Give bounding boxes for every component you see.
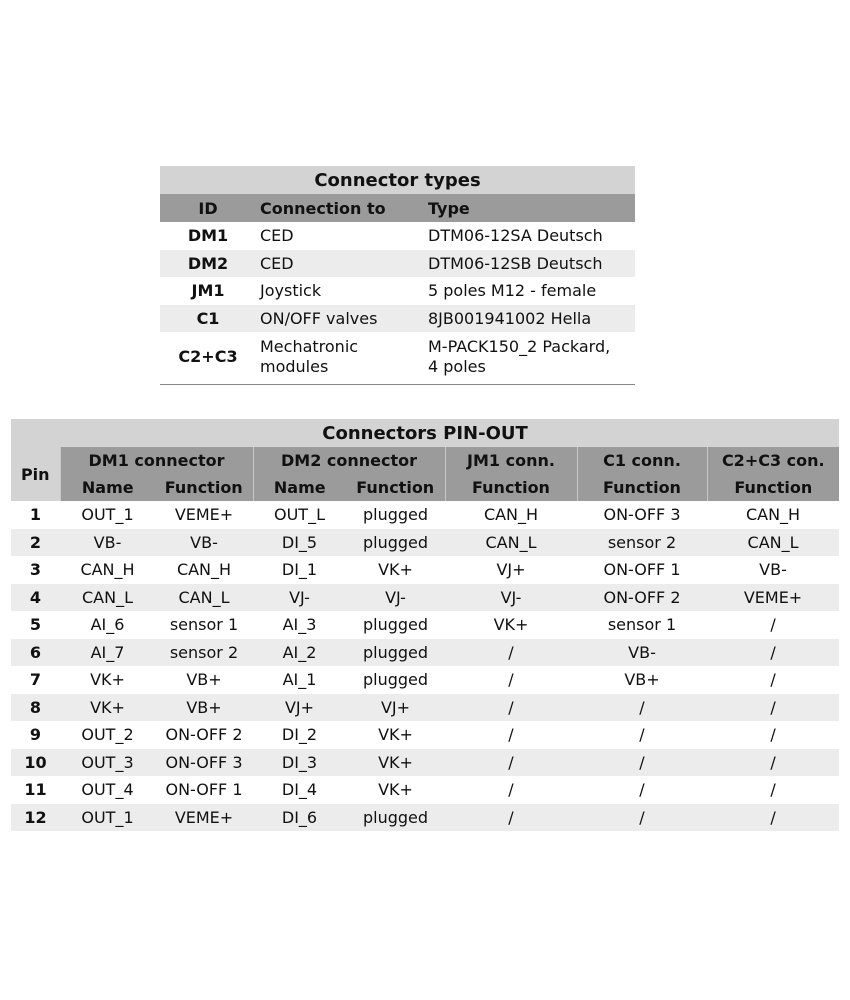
connector-type: DTM06-12SA Deutsch: [428, 226, 603, 246]
table-row: [160, 305, 635, 333]
connector-id: DM2: [160, 250, 256, 278]
c1-function: /: [577, 749, 707, 777]
table-row: [11, 694, 839, 722]
dm2-name: DI_4: [281, 780, 318, 800]
jm1-function: VK+: [493, 615, 529, 635]
c1-function: /: [639, 725, 645, 745]
pin-number: 2: [11, 529, 60, 557]
dm1-name: AI_7: [60, 639, 155, 667]
pinout-title: Connectors PIN-OUT: [11, 419, 839, 447]
pin-number: 11: [24, 780, 47, 800]
jm1-function: /: [508, 725, 514, 745]
c2c3-function: /: [770, 780, 776, 800]
c1-function: VB+: [624, 670, 660, 690]
c1-function: /: [639, 780, 645, 800]
dm1-name: VK+: [90, 670, 125, 690]
header-dm1-function: Function: [155, 474, 253, 501]
dm2-function: plugged: [362, 670, 429, 690]
connection-to-line2: modules: [260, 357, 329, 376]
c2c3-function: /: [707, 749, 839, 777]
c1-function: ON-OFF 3: [603, 505, 681, 525]
connector-id: DM1: [187, 226, 229, 246]
dm1-function: VB+: [186, 670, 222, 690]
dm2-function: VK+: [378, 560, 413, 580]
dm2-function: VK+: [346, 749, 445, 777]
pin-number: 5: [29, 615, 42, 635]
dm1-name: VK+: [60, 694, 155, 722]
table-title-row: [160, 166, 635, 194]
jm1-function: /: [445, 639, 577, 667]
dm1-name: OUT_2: [81, 725, 134, 745]
connection-to: CED: [260, 226, 294, 246]
table-row: [11, 639, 839, 667]
c1-function: sensor 1: [607, 615, 677, 635]
dm1-name: OUT_3: [60, 749, 155, 777]
jm1-function: /: [508, 780, 514, 800]
header-dm2-connector: DM2 connector: [253, 447, 445, 474]
dm2-name: DI_5: [253, 529, 346, 557]
dm1-name: OUT_1: [81, 505, 134, 525]
header-jm1-conn: JM1 conn.: [445, 447, 577, 474]
connector-type: DTM06-12SB Deutsch: [426, 250, 635, 278]
header-c2c3-function: Function: [707, 474, 839, 501]
dm1-function: sensor 1: [169, 615, 239, 635]
connector-id: JM1: [191, 281, 225, 301]
table-row: [11, 804, 839, 832]
dm2-name: DI_3: [253, 749, 346, 777]
connector-types-table: [160, 166, 635, 385]
table-row: [160, 332, 635, 385]
jm1-function: CAN_H: [483, 505, 539, 525]
dm2-function: plugged: [346, 529, 445, 557]
jm1-function: /: [508, 670, 514, 690]
dm2-name: VJ-: [253, 584, 346, 612]
table-row: [11, 584, 839, 612]
dm2-function: plugged: [346, 639, 445, 667]
c2c3-function: /: [707, 804, 839, 832]
sub-header-row: [11, 474, 839, 501]
table-row: [11, 749, 839, 777]
header-c2c3-con: C2+C3 con.: [707, 447, 839, 474]
table-row: [11, 666, 839, 694]
jm1-function: VJ+: [496, 560, 526, 580]
table-row: [11, 556, 839, 584]
dm2-name: OUT_L: [274, 505, 325, 525]
header-dm2-name: Name: [253, 474, 346, 501]
c1-function: ON-OFF 1: [603, 560, 681, 580]
table-row: [11, 529, 839, 557]
jm1-function: /: [445, 694, 577, 722]
table-title-row: [11, 419, 839, 447]
jm1-function: VJ-: [445, 584, 577, 612]
dm2-function: plugged: [346, 804, 445, 832]
connection-to-line1: Mechatronic: [260, 337, 359, 356]
dm1-function: VB-: [155, 529, 253, 557]
dm2-function: plugged: [362, 505, 429, 525]
header-c1-function: Function: [577, 474, 707, 501]
c1-function: ON-OFF 2: [577, 584, 707, 612]
dm2-function: VK+: [378, 780, 413, 800]
dm2-name: DI_2: [281, 725, 318, 745]
dm1-function: VEME+: [155, 804, 253, 832]
c1-function: sensor 2: [577, 529, 707, 557]
connector-type: 8JB001941002 Hella: [426, 305, 635, 333]
header-pin: Pin: [11, 447, 60, 501]
dm2-name: AI_1: [282, 670, 317, 690]
table-header-row: [160, 194, 635, 222]
connector-type-line1: M-PACK150_2 Packard,: [428, 337, 611, 356]
dm1-name: CAN_H: [80, 560, 135, 580]
header-c1-conn: C1 conn.: [577, 447, 707, 474]
connection-to: Joystick: [260, 281, 322, 301]
pin-number: 9: [29, 725, 42, 745]
table-row: [11, 721, 839, 749]
pin-number: 6: [11, 639, 60, 667]
dm2-function: VJ-: [346, 584, 445, 612]
table-row: [160, 250, 635, 278]
pin-number: 3: [29, 560, 42, 580]
c2c3-function: /: [770, 670, 776, 690]
dm1-function: ON-OFF 3: [155, 749, 253, 777]
connection-to: CED: [256, 250, 426, 278]
jm1-function: /: [445, 749, 577, 777]
dm1-function: CAN_H: [176, 560, 232, 580]
group-header-row: [11, 447, 839, 474]
c2c3-function: VEME+: [707, 584, 839, 612]
dm1-name: AI_6: [90, 615, 125, 635]
dm2-name: DI_6: [253, 804, 346, 832]
dm1-function: VEME+: [174, 505, 234, 525]
header-dm2-function: Function: [346, 474, 445, 501]
header-jm1-function: Function: [445, 474, 577, 501]
pin-number: 1: [29, 505, 42, 525]
dm1-name: CAN_L: [60, 584, 155, 612]
table-row: [160, 277, 635, 305]
c2c3-function: /: [707, 694, 839, 722]
connection-to: ON/OFF valves: [256, 305, 426, 333]
dm2-function: VK+: [378, 725, 413, 745]
connector-types-title: Connector types: [160, 166, 635, 194]
pinout-table: [11, 419, 839, 831]
c1-function: /: [577, 804, 707, 832]
table-row: [11, 776, 839, 804]
c2c3-function: VB-: [759, 560, 787, 580]
dm1-function: CAN_L: [155, 584, 253, 612]
jm1-function: /: [445, 804, 577, 832]
table-row: [11, 611, 839, 639]
pin-number: 7: [29, 670, 42, 690]
dm1-function: VB+: [155, 694, 253, 722]
dm1-function: sensor 2: [155, 639, 253, 667]
c1-function: /: [577, 694, 707, 722]
header-connection: Connection to: [256, 194, 426, 222]
dm2-name: DI_1: [281, 560, 318, 580]
dm1-name: VB-: [60, 529, 155, 557]
dm1-name: OUT_4: [81, 780, 134, 800]
dm2-name: AI_3: [282, 615, 317, 635]
dm2-function: VJ+: [346, 694, 445, 722]
dm2-function: plugged: [362, 615, 429, 635]
connection-to: [256, 332, 426, 385]
header-dm1-connector: DM1 connector: [60, 447, 253, 474]
header-id: ID: [160, 194, 256, 222]
connector-id: C1: [160, 305, 256, 333]
connector-type: [426, 332, 635, 385]
connector-id: C2+C3: [160, 332, 256, 385]
c2c3-function: /: [770, 725, 776, 745]
pin-number: 8: [11, 694, 60, 722]
dm2-name: AI_2: [253, 639, 346, 667]
pinout-body: [11, 501, 839, 831]
connector-type: 5 poles M12 - female: [428, 281, 597, 301]
header-dm1-name: Name: [60, 474, 155, 501]
c2c3-function: /: [707, 639, 839, 667]
table-row: [11, 501, 839, 529]
jm1-function: CAN_L: [445, 529, 577, 557]
dm1-function: ON-OFF 2: [165, 725, 243, 745]
header-type: Type: [426, 194, 635, 222]
dm1-function: ON-OFF 1: [165, 780, 243, 800]
connector-type-line2: 4 poles: [428, 357, 486, 376]
dm1-name: OUT_1: [60, 804, 155, 832]
c2c3-function: CAN_H: [745, 505, 801, 525]
c2c3-function: CAN_L: [707, 529, 839, 557]
c1-function: VB-: [577, 639, 707, 667]
pin-number: 10: [11, 749, 60, 777]
pin-number: 4: [11, 584, 60, 612]
dm2-name: VJ+: [253, 694, 346, 722]
c2c3-function: /: [770, 615, 776, 635]
pin-number: 12: [11, 804, 60, 832]
table-row: [160, 222, 635, 250]
